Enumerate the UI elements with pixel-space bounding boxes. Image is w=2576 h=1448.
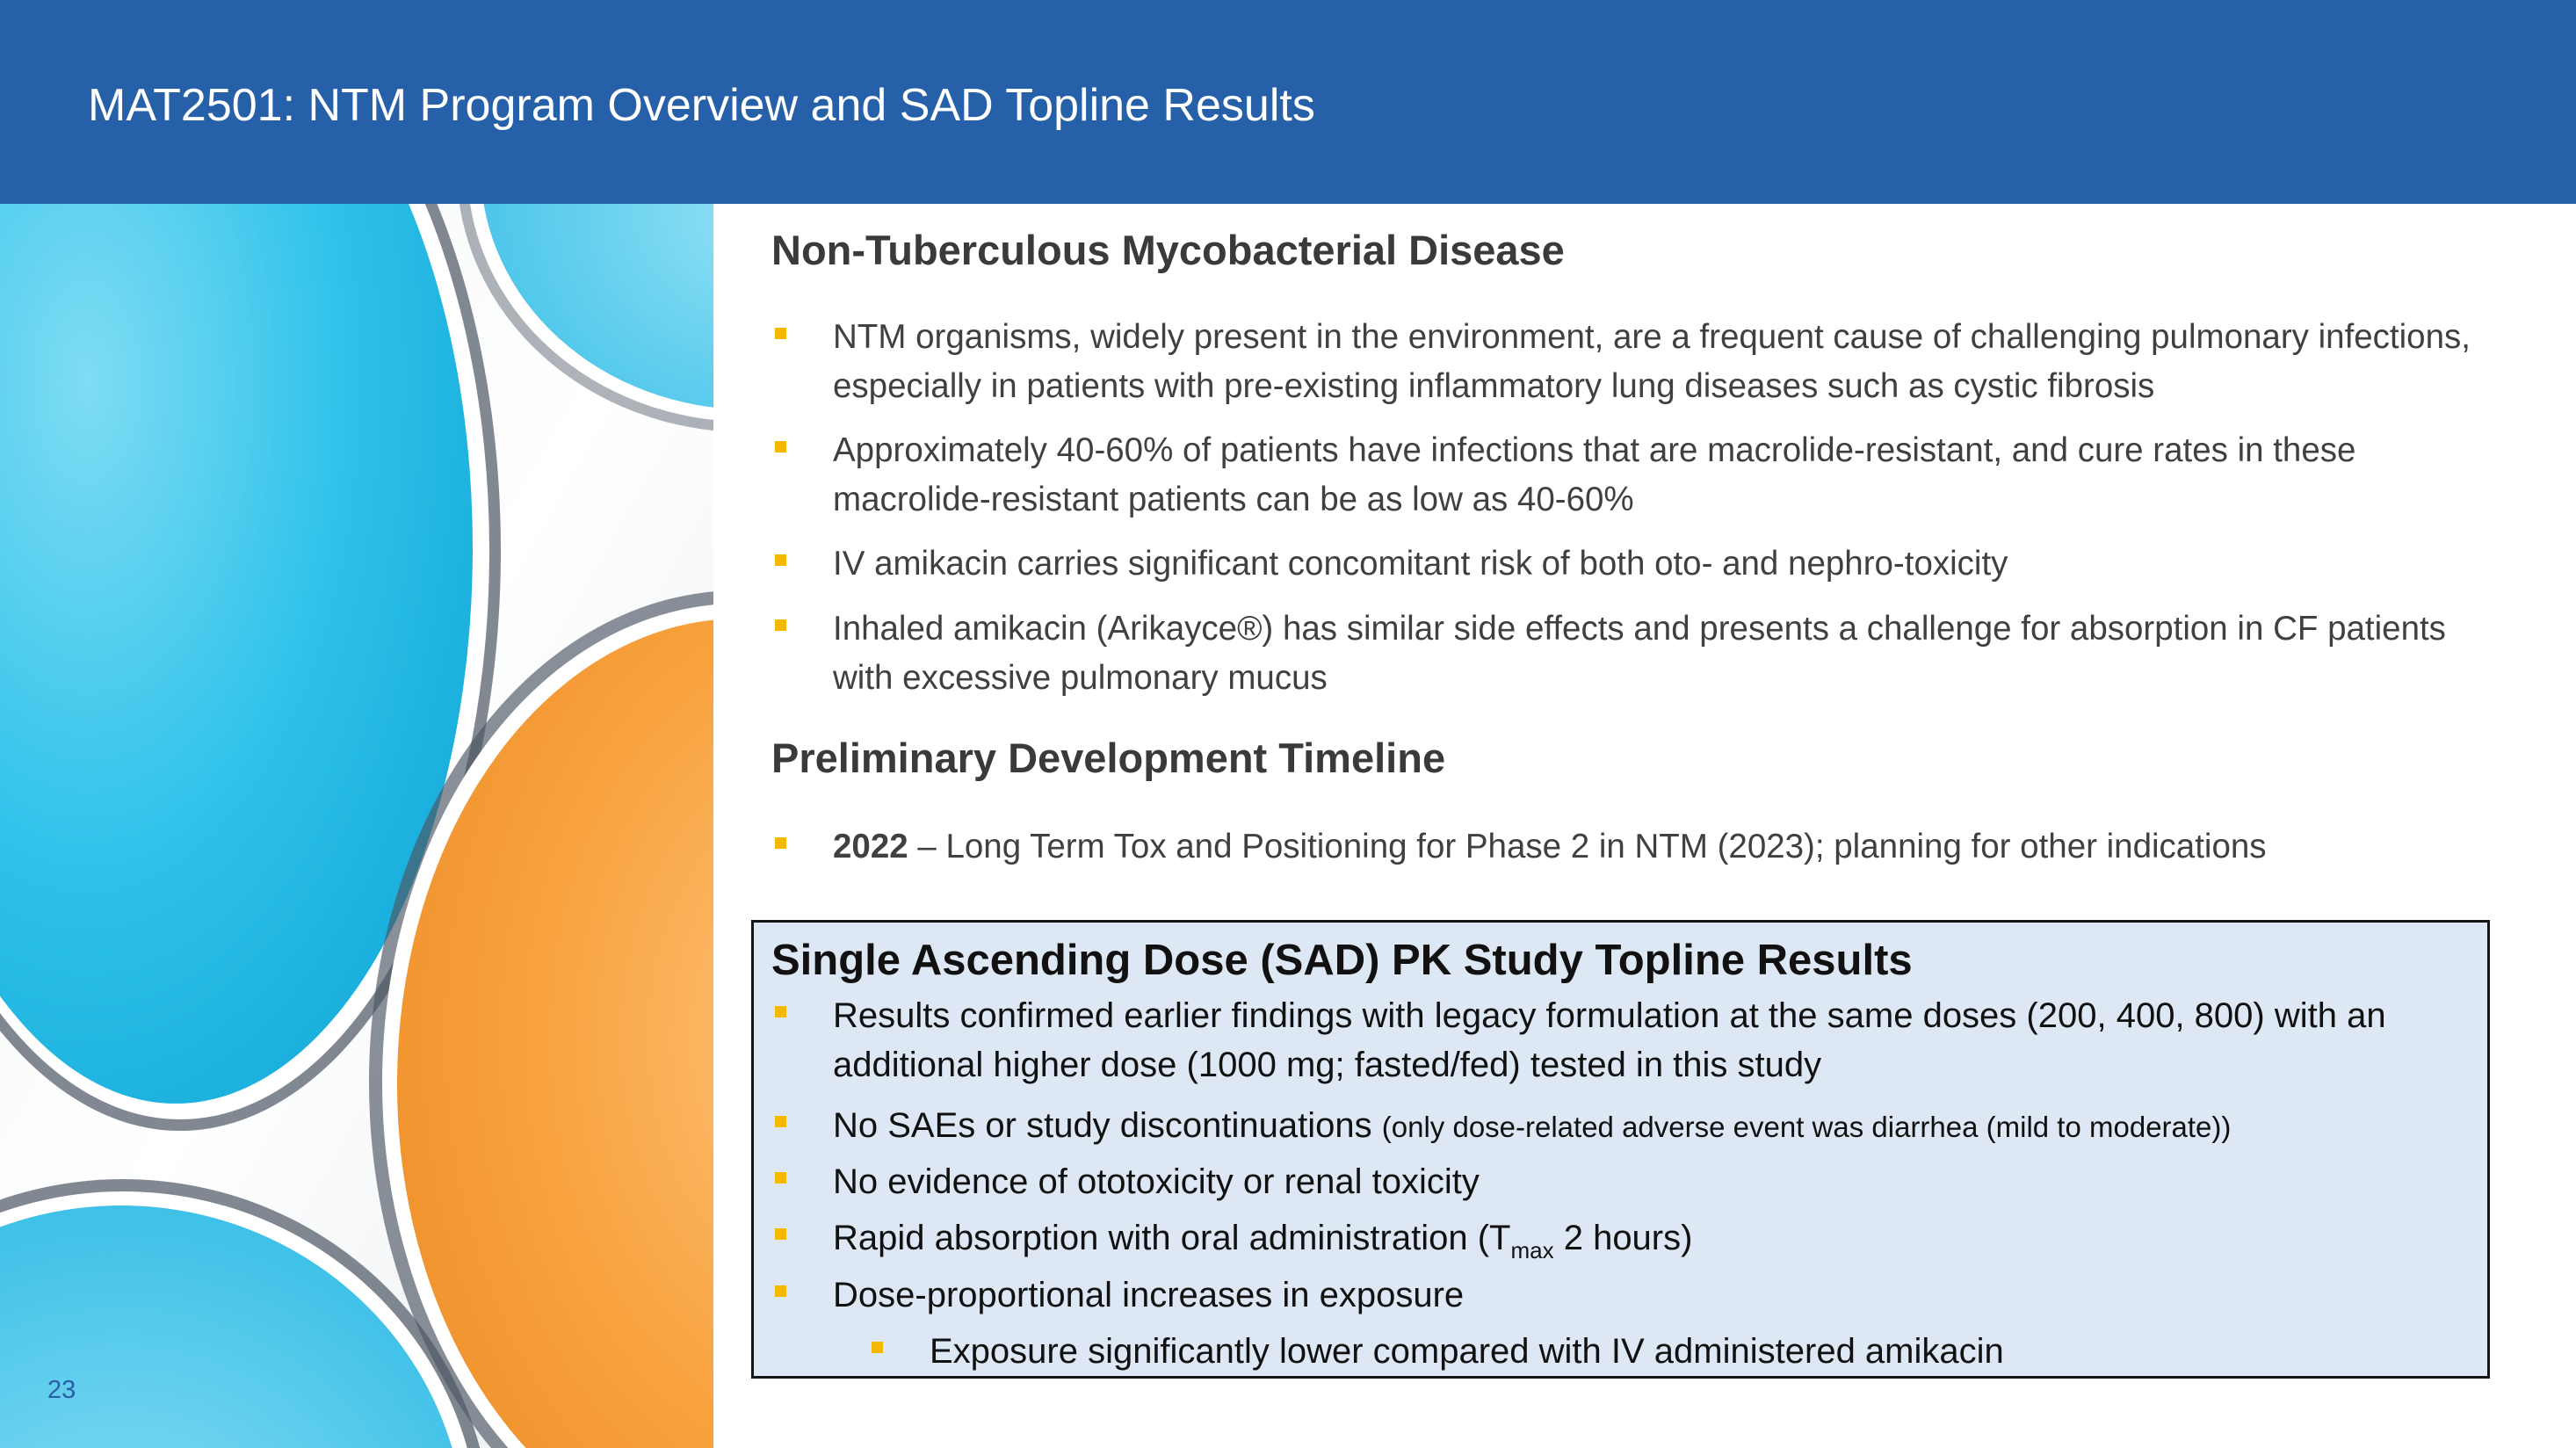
bullet-square-icon [775,837,786,849]
slide-number: 23 [47,1376,76,1404]
section-heading-ntm: Non-Tuberculous Mycobacterial Disease [771,227,1565,273]
sad-note: (only dose-related adverse event was diarrhea (mild to moderate)) [1381,1111,2232,1143]
bullet-square-icon [872,1342,883,1353]
timeline-text: – Long Term Tox and Positioning for Phase 2 in NTM (2023); planning for other indications [908,828,2267,865]
bullet-square-icon [775,441,786,452]
bullet-square-icon [775,619,786,631]
petri-dish-image [0,204,713,1448]
title-bar [0,0,2576,204]
section-heading-timeline: Preliminary Development Timeline [771,735,1446,781]
tmax-subscript: max [1510,1237,1554,1263]
sad-results-heading: Single Ascending Dose (SAD) PK Study Topline Results [771,937,1913,984]
bullet-square-icon [775,1228,786,1240]
bullet-square-icon [775,1172,786,1184]
sad-results-box: Single Ascending Dose (SAD) PK Study Topline Results Results confirmed earlier findings with legacy formulation at the same doses (200, 400, 800) with an additional higher dose (1000 mg; fasted/fed) tested in this study No SAEs or study discontinuations (only dose-related adverse event was diarrhea (mild to moderate)) No evidence of ototoxicity or renal toxicity Rapid absorption with oral administration ($T_{max}$ 2 hours) Dose-proportional increases in exposure Exposure significantly lower compared with IV administered amikacin [751,920,2490,1379]
bullet-square-icon [775,328,786,339]
slide-title: MAT2501: NTM Program Overview and SAD Topline Results [88,80,1315,131]
bullet-square-icon [775,1116,786,1127]
timeline-year: 2022 [833,828,908,865]
bullet-square-icon [775,1006,786,1017]
bullet-square-icon [775,554,786,566]
bullet-square-icon [775,1285,786,1297]
